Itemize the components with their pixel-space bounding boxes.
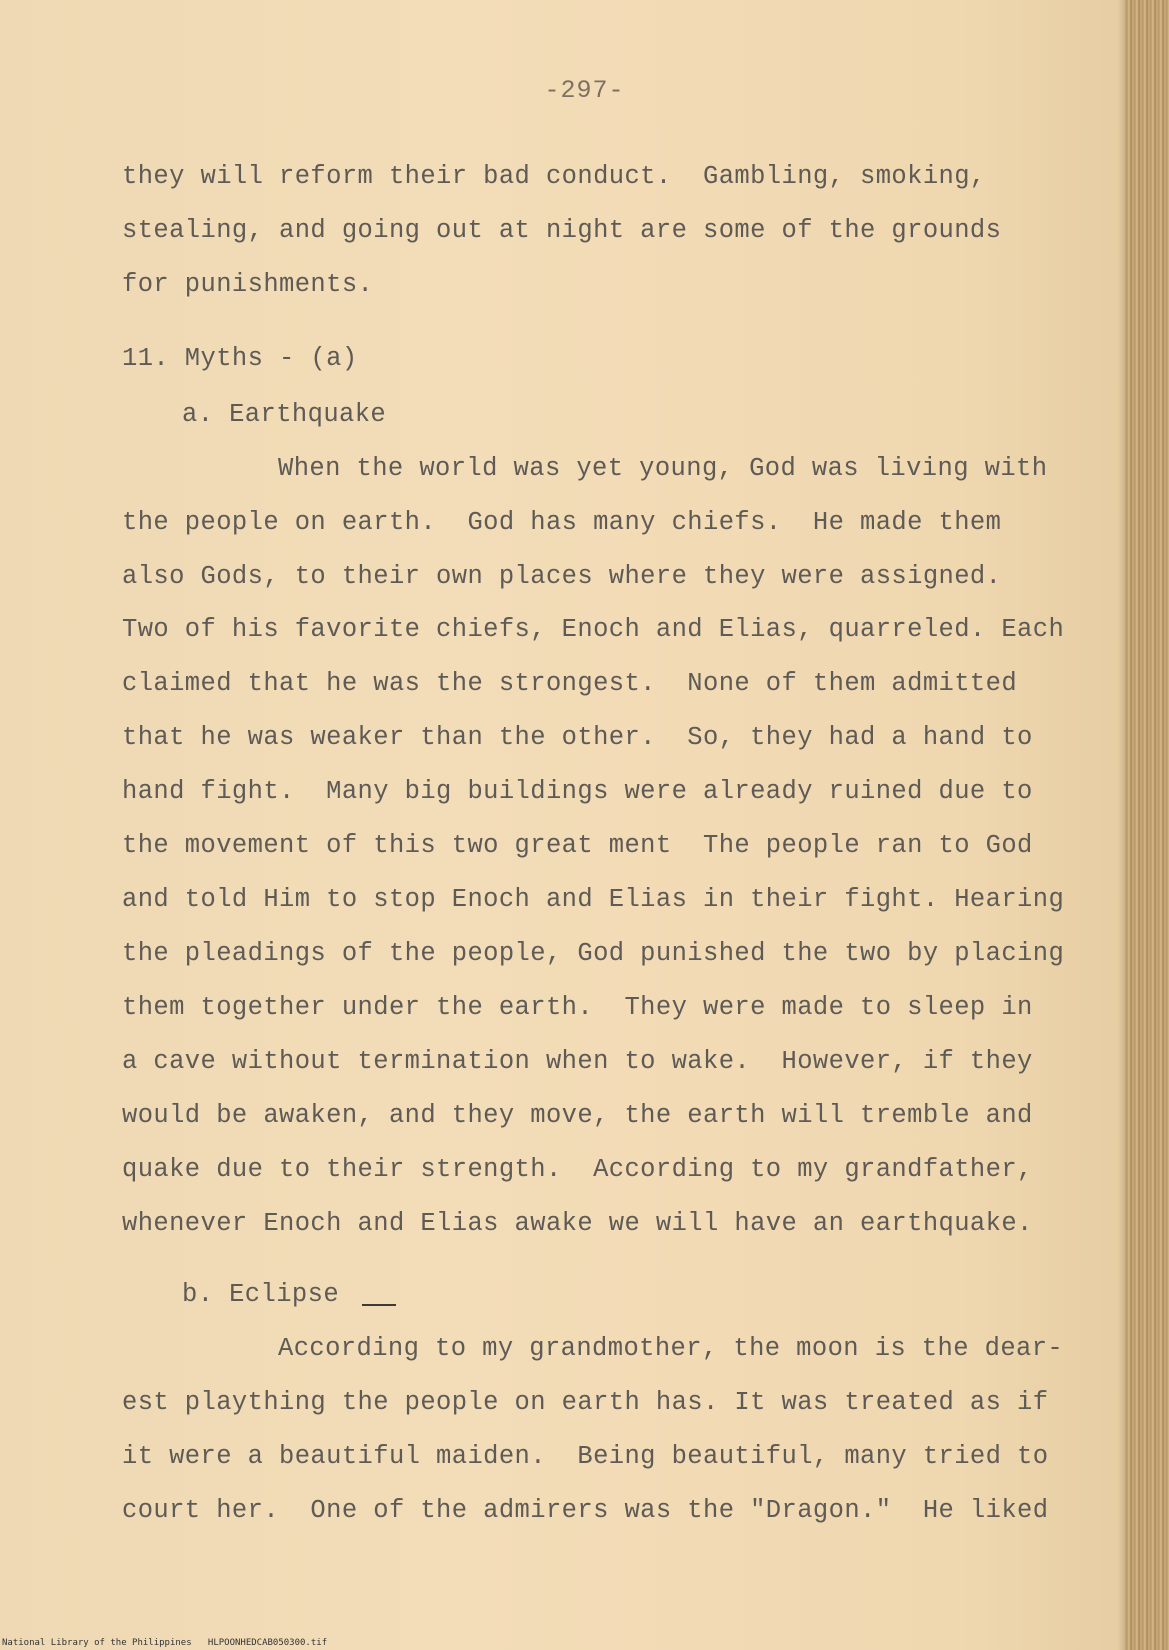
text-line: them together under the earth. They were made to sleep in bbox=[122, 993, 1033, 1022]
text-line: court her. One of the admirers was the "Dragon." He liked bbox=[122, 1496, 1049, 1525]
section-heading-myths: 11. Myths - (a) bbox=[122, 344, 358, 373]
text-line: est plaything the people on earth has. It was treated as if bbox=[122, 1388, 1049, 1417]
book-page-edges bbox=[1125, 0, 1169, 1650]
text-line: it were a beautiful maiden. Being beautiful, many tried to bbox=[122, 1442, 1049, 1471]
text-line: they will reform their bad conduct. Gambling, smoking, bbox=[122, 162, 986, 191]
text-line: would be awaken, and they move, the earth will tremble and bbox=[122, 1101, 1033, 1130]
text-line: that he was weaker than the other. So, they had a hand to bbox=[122, 723, 1033, 752]
text-line: also Gods, to their own places where they were assigned. bbox=[122, 562, 1002, 591]
subheading-eclipse: b. Eclipse bbox=[182, 1280, 340, 1309]
text-line: hand fight. Many big buildings were already ruined due to bbox=[122, 777, 1033, 806]
text-line: the movement of this two great ment The people ran to God bbox=[122, 831, 1033, 860]
subheading-earthquake: a. Earthquake bbox=[182, 400, 387, 429]
underline-mark bbox=[362, 1304, 396, 1306]
text-line: When the world was yet young, God was living with bbox=[278, 454, 1048, 483]
text-line: a cave without termination when to wake. However, if they bbox=[122, 1047, 1033, 1076]
text-line: the pleadings of the people, God punished the two by placing bbox=[122, 939, 1065, 968]
archive-footer: National Library of the Philippines HLPOONHEDCAB050300.tif bbox=[2, 1638, 328, 1648]
text-line: quake due to their strength. According to my grandfather, bbox=[122, 1155, 1033, 1184]
text-line: According to my grandmother, the moon is the dear- bbox=[278, 1334, 1064, 1363]
text-line: for punishments. bbox=[122, 270, 374, 299]
text-line: claimed that he was the strongest. None of them admitted bbox=[122, 669, 1018, 698]
text-line: and told Him to stop Enoch and Elias in their fight. Hearing bbox=[122, 885, 1065, 914]
text-line: whenever Enoch and Elias awake we will have an earthquake. bbox=[122, 1209, 1033, 1238]
page-number: -297- bbox=[544, 76, 625, 105]
text-line: the people on earth. God has many chiefs. He made them bbox=[122, 508, 1002, 537]
text-line: Two of his favorite chiefs, Enoch and Elias, quarreled. Each bbox=[122, 615, 1065, 644]
text-line: stealing, and going out at night are some of the grounds bbox=[122, 216, 1002, 245]
